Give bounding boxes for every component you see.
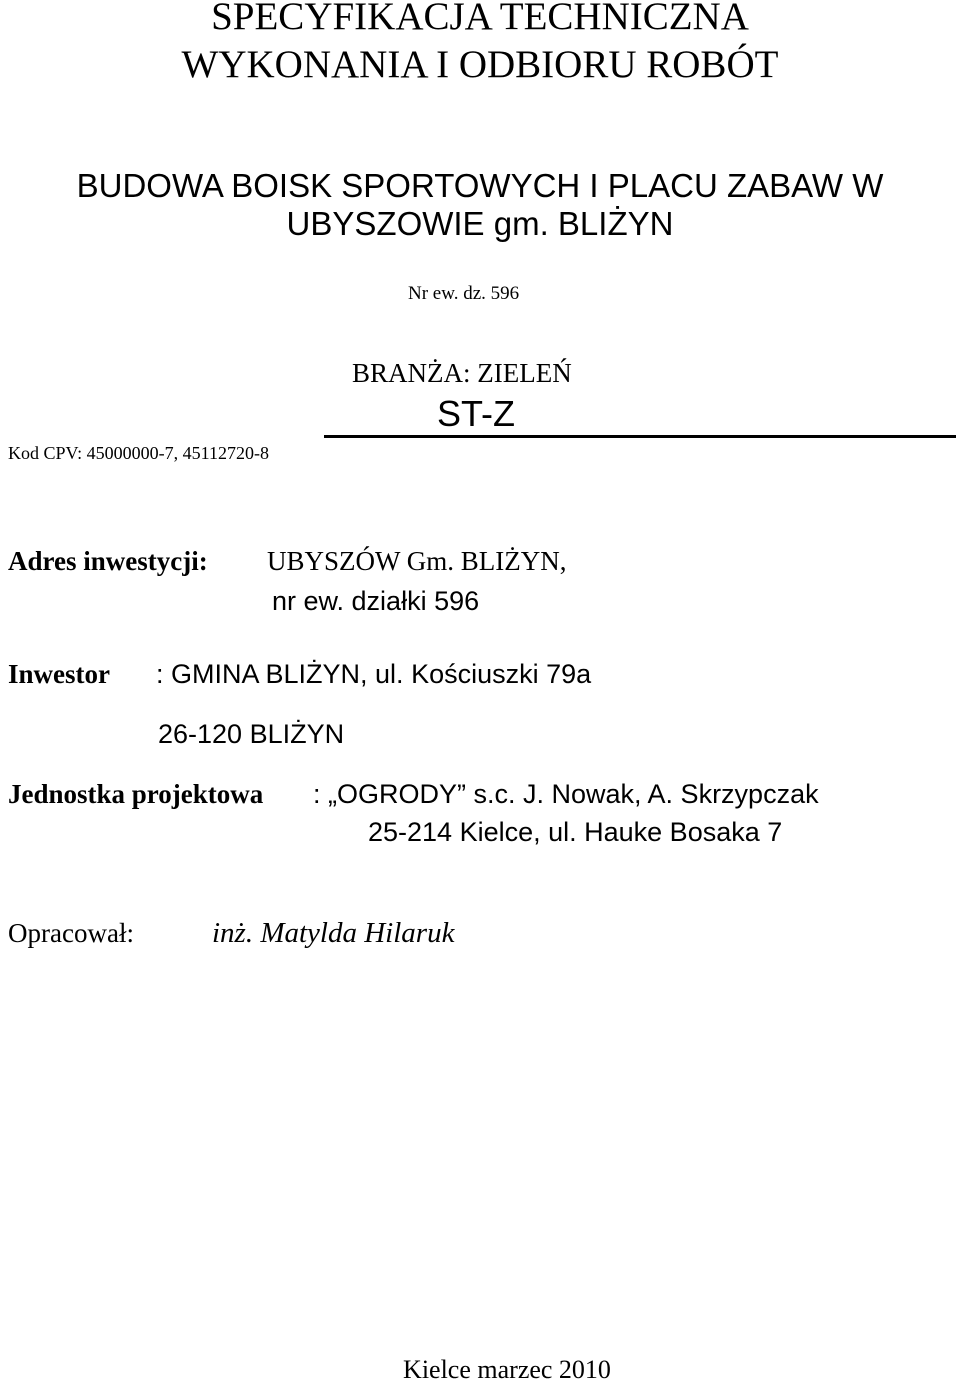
- cpv-code: Kod CPV: 45000000-7, 45112720-8: [8, 443, 269, 463]
- project-name-line-1: BUDOWA BOISK SPORTOWYCH I PLACU ZABAW W: [76, 167, 884, 204]
- plot-number: Nr ew. dz. 596: [408, 283, 520, 304]
- design-unit-value-line-2: 25-214 Kielce, ul. Hauke Bosaka 7: [368, 817, 783, 847]
- document-title-line-2: WYKONANIA I ODBIORU ROBÓT: [181, 43, 779, 86]
- horizontal-rule: [324, 435, 956, 438]
- address-label: Adres inwestycji:: [8, 546, 208, 576]
- author-label: Opracował:: [8, 918, 134, 948]
- document-title-line-1: SPECYFIKACJA TECHNICZNA: [211, 0, 749, 38]
- investor-value: : GMINA BLIŻYN, ul. Kościuszki 79a: [156, 659, 592, 689]
- design-unit-value: : „OGRODY” s.c. J. Nowak, A. Skrzypczak: [313, 779, 819, 809]
- branch-heading: BRANŻA: ZIELEŃ: [352, 358, 572, 388]
- investor-value-line-2: 26-120 BLIŻYN: [158, 719, 345, 749]
- project-name-line-2: UBYSZOWIE gm. BLIŻYN: [286, 205, 674, 242]
- address-value-line-2: nr ew. działki 596: [272, 586, 480, 616]
- design-unit-label: Jednostka projektowa: [8, 779, 264, 809]
- investor-label: Inwestor: [8, 659, 110, 689]
- author-name: inż. Matylda Hilaruk: [212, 917, 455, 949]
- address-value: UBYSZÓW Gm. BLIŻYN,: [267, 546, 567, 576]
- place-and-date: Kielce marzec 2010: [403, 1355, 611, 1384]
- spec-code: ST-Z: [437, 393, 515, 434]
